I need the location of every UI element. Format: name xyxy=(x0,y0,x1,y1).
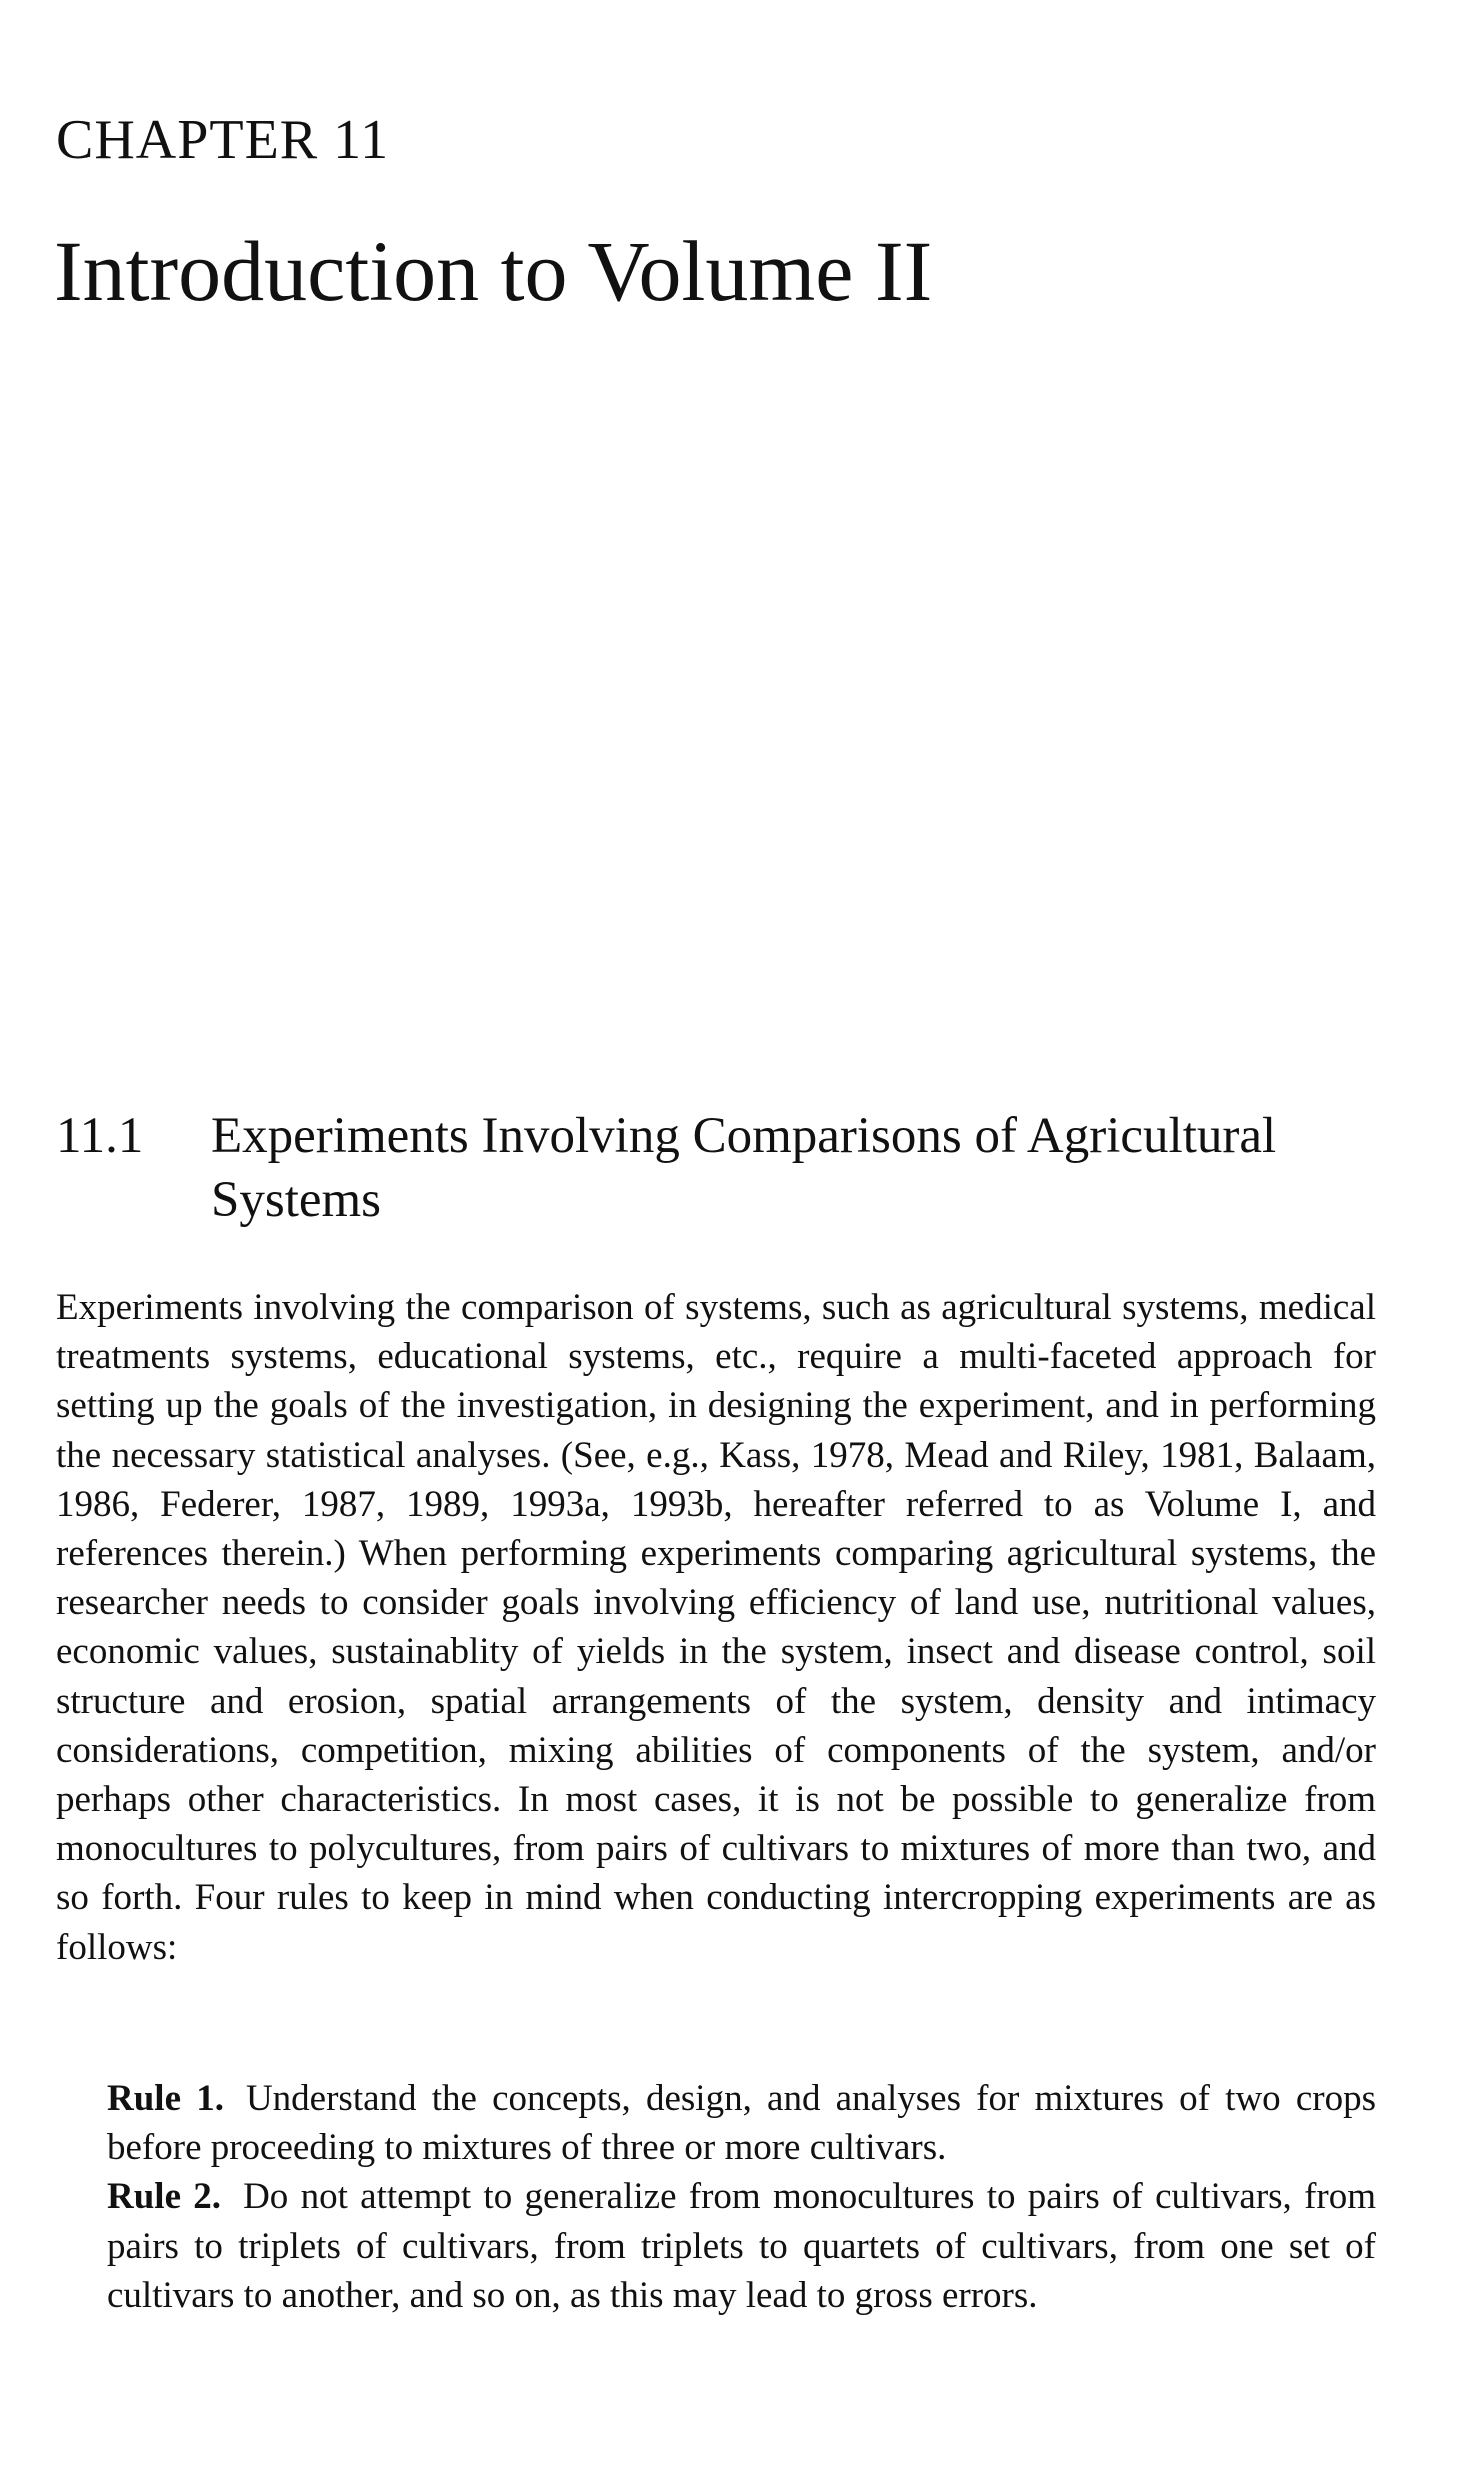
chapter-title: Introduction to Volume II xyxy=(54,223,933,319)
rule-text: Do not attempt to generalize from monocultures to pairs of cultivars, from pairs to triplets of cultivars, from triplets to quartets of cultivars, from one set of cultivars to another, and so on, as this may lead to gross errors. xyxy=(107,2176,1377,2316)
body-paragraph: Experiments involving the comparison of systems, such as agricultural systems, medical treatments systems, educational systems, etc., require a multi-faceted approach for setting up the goals of the investigation, in designing the experiment, and in performing the necessary statistical analyses. (See, e.g., Kass, 1978, Mead and Riley, 1981, Balaam, 1986, Federer, 1987, 1989, 1993a, 1993b, hereafter referred to as Volume I, and references therein.) When performing experiments comparing agricultural systems, the researcher needs to consider goals involving efficiency of land use, nutritional values, economic values, sustainablity of yields in the system, insect and disease control, soil structure and erosion, spatial arrangements of the system, density and intimacy considerations, competition, mixing abilities of components of the system, and/or perhaps other characteristics. In most cases, it is not be possible to generalize from monocultures to polycultures, from pairs of cultivars to mixtures of more than two, and so forth. Four rules to keep in mind when conducting intercropping experiments are as follows: xyxy=(56,1287,1376,1968)
rule-item xyxy=(107,2172,1376,2320)
section-number: 11.1 xyxy=(56,1108,144,1164)
section-title: Experiments Involving Comparisons of Agricultural Systems xyxy=(211,1108,1277,1228)
rules-list xyxy=(107,2074,1376,2320)
rule-item xyxy=(107,2074,1376,2172)
section-heading xyxy=(56,1104,1356,1232)
rule-label: Rule 1. xyxy=(107,2078,224,2119)
rule-text: Understand the concepts, design, and analyses for mixtures of two crops before proceeding to mixtures of three or more cultivars. xyxy=(107,2078,1377,2169)
chapter-label: CHAPTER 11 xyxy=(56,109,390,171)
rule-label: Rule 2. xyxy=(107,2176,222,2218)
